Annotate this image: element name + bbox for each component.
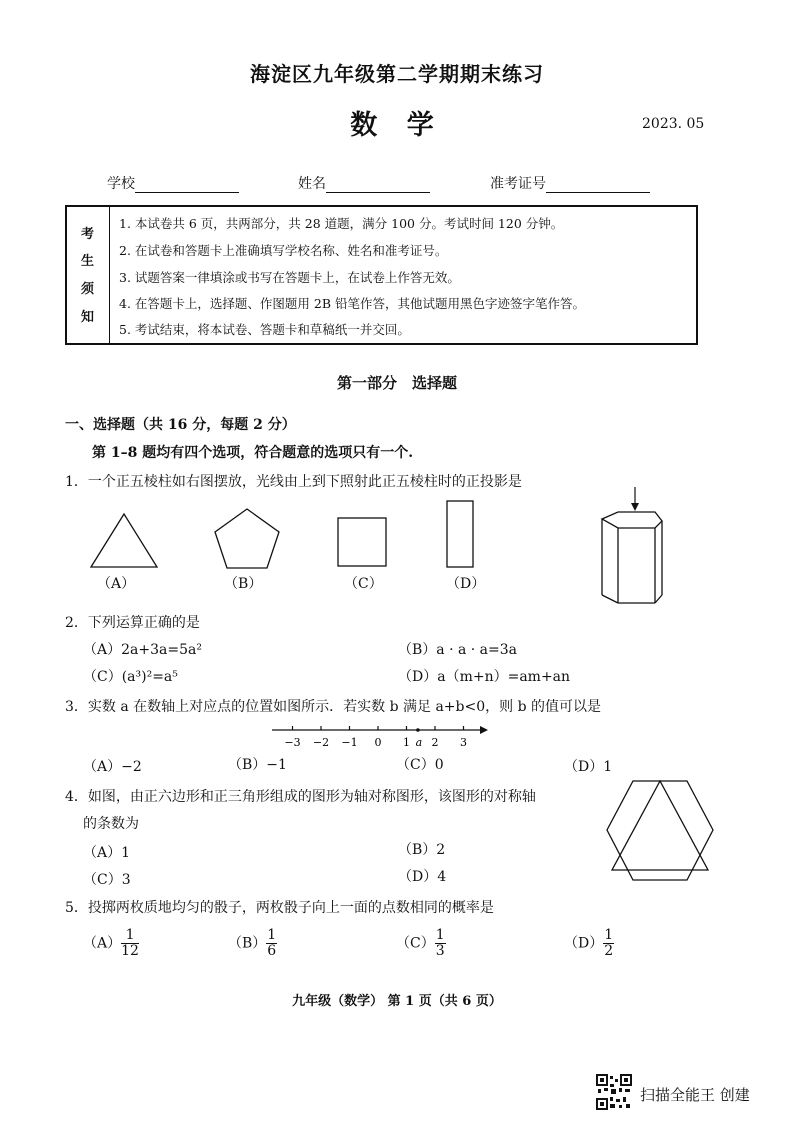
number-line xyxy=(270,720,492,750)
hexagon-triangle-figure xyxy=(603,776,717,886)
point-a-label: a xyxy=(415,736,423,749)
scanner-watermark: 扫描全能王 创建 xyxy=(640,1086,750,1104)
q4-option-a: （A）1 xyxy=(83,845,131,861)
q5-option-d xyxy=(564,928,614,959)
number-line-tick-label: 3 xyxy=(460,736,467,749)
name-blank xyxy=(326,176,430,193)
number-line-tick-label: 2 xyxy=(431,736,439,749)
q5-option-b-fraction: $\frac{1}{6}$ xyxy=(267,927,277,959)
notice-side-label xyxy=(67,207,110,343)
notice-box xyxy=(65,205,698,345)
q3-option-c: （C）0 xyxy=(396,757,444,773)
page-footer: 九年级（数学） 第 1 页（共 6 页） xyxy=(292,994,502,1009)
exam-date: 2023. 05 xyxy=(642,116,705,132)
question-5-stem: 5．投掷两枚质地均匀的骰子，两枚骰子向上一面的点数相同的概率是 xyxy=(65,900,494,916)
q1-option-a: （A） xyxy=(97,576,136,592)
pentagon-figure xyxy=(210,505,285,570)
q5-option-c-fraction: $\frac{1}{3}$ xyxy=(435,927,445,959)
rectangle-figure xyxy=(443,497,479,571)
number-line-tick-label: 0 xyxy=(374,736,382,749)
exam-title: 海淀区九年级第二学期期末练习 xyxy=(250,62,544,86)
q5-option-c xyxy=(396,928,446,959)
q4-option-b: （B）2 xyxy=(398,842,446,858)
school-label: 学校 xyxy=(107,176,135,192)
notice-item: 2. 在试卷和答题卡上准确填写学校名称、姓名和准考证号。 xyxy=(119,243,448,258)
q5-option-d-fraction: $\frac{1}{2}$ xyxy=(604,927,614,959)
name-label: 姓名 xyxy=(298,176,326,192)
notice-item: 3. 试题答案一律填涂或书写在答题卡上，在试卷上作答无效。 xyxy=(119,270,460,285)
school-field xyxy=(107,173,239,193)
notice-side-char: 知 xyxy=(81,310,95,325)
question-2-stem: 2．下列运算正确的是 xyxy=(65,615,200,631)
number-line-tick-label: −2 xyxy=(312,736,330,749)
q5-option-c-label: （C） xyxy=(396,935,435,952)
question-4-stem-cont: 的条数为 xyxy=(83,816,139,832)
number-line-tick-label: 1 xyxy=(403,736,410,749)
q2-option-d: （D）a（m+n）=am+an xyxy=(398,669,571,685)
q3-option-d: （D）1 xyxy=(564,759,613,775)
triangle-figure xyxy=(85,510,165,570)
subject-title: 数 学 xyxy=(350,110,444,141)
school-blank xyxy=(135,176,239,193)
q2-option-c: （C）(a³)²=a⁵ xyxy=(83,669,178,685)
notice-side-char: 生 xyxy=(81,254,95,269)
q2-option-b: （B）a · a · a=3a xyxy=(398,642,518,658)
q4-option-c: （C）3 xyxy=(83,872,131,888)
q5-option-d-label: （D） xyxy=(564,935,604,952)
q3-option-b: （B）−1 xyxy=(228,757,287,773)
q2-option-a: （A）2a+3a=5a² xyxy=(83,642,202,658)
part-title: 第一部分 选择题 xyxy=(336,374,457,392)
section-heading: 一、选择题（共 16 分，每题 2 分） xyxy=(65,417,296,433)
notice-item: 4. 在答题卡上，选择题、作图题用 2B 铅笔作答，其他试题用黑色字迹签字笔作答。 xyxy=(119,296,585,311)
question-4-stem: 4．如图，由正六边形和正三角形组成的图形为轴对称图形，该图形的对称轴 xyxy=(65,789,536,805)
name-field xyxy=(298,173,430,193)
q5-option-a xyxy=(83,928,139,959)
question-3-stem: 3．实数 a 在数轴上对应点的位置如图所示．若实数 b 满足 a+b<0，则 b 的值可以是 xyxy=(65,699,602,715)
q3-option-a: （A）−2 xyxy=(83,759,142,775)
exam-id-blank xyxy=(546,176,650,193)
number-line-tick-label: −1 xyxy=(341,736,358,749)
q5-option-a-fraction: $\frac{1}{12}$ xyxy=(121,927,139,959)
q4-option-d: （D）4 xyxy=(398,869,447,885)
square-figure xyxy=(334,514,390,570)
point-a-marker xyxy=(416,728,420,732)
exam-id-label: 准考证号 xyxy=(490,176,546,192)
qr-code-icon xyxy=(596,1074,632,1110)
q1-option-d: （D） xyxy=(446,576,486,592)
notice-item: 5. 考试结束，将本试卷、答题卡和草稿纸一并交回。 xyxy=(119,322,410,337)
q1-option-b: （B） xyxy=(224,576,263,592)
question-1-stem: 1．一个正五棱柱如右图摆放，光线由上到下照射此正五棱柱时的正投影是 xyxy=(65,474,522,490)
q5-option-b-label: （B） xyxy=(228,935,267,952)
notice-item: 1. 本试卷共 6 页，共两部分，共 28 道题，满分 100 分。考试时间 120 分钟。 xyxy=(119,216,564,231)
q5-option-a-label: （A） xyxy=(83,935,122,952)
section-instruction: 第 1–8 题均有四个选项，符合题意的选项只有一个. xyxy=(92,445,414,461)
q1-option-c: （C） xyxy=(344,576,383,592)
notice-side-char: 考 xyxy=(81,227,95,242)
q5-option-b xyxy=(228,928,277,959)
exam-id-field xyxy=(490,173,650,193)
number-line-tick-label: −3 xyxy=(284,736,301,749)
notice-side-char: 须 xyxy=(81,282,95,297)
pentagonal-prism-figure xyxy=(594,484,674,608)
